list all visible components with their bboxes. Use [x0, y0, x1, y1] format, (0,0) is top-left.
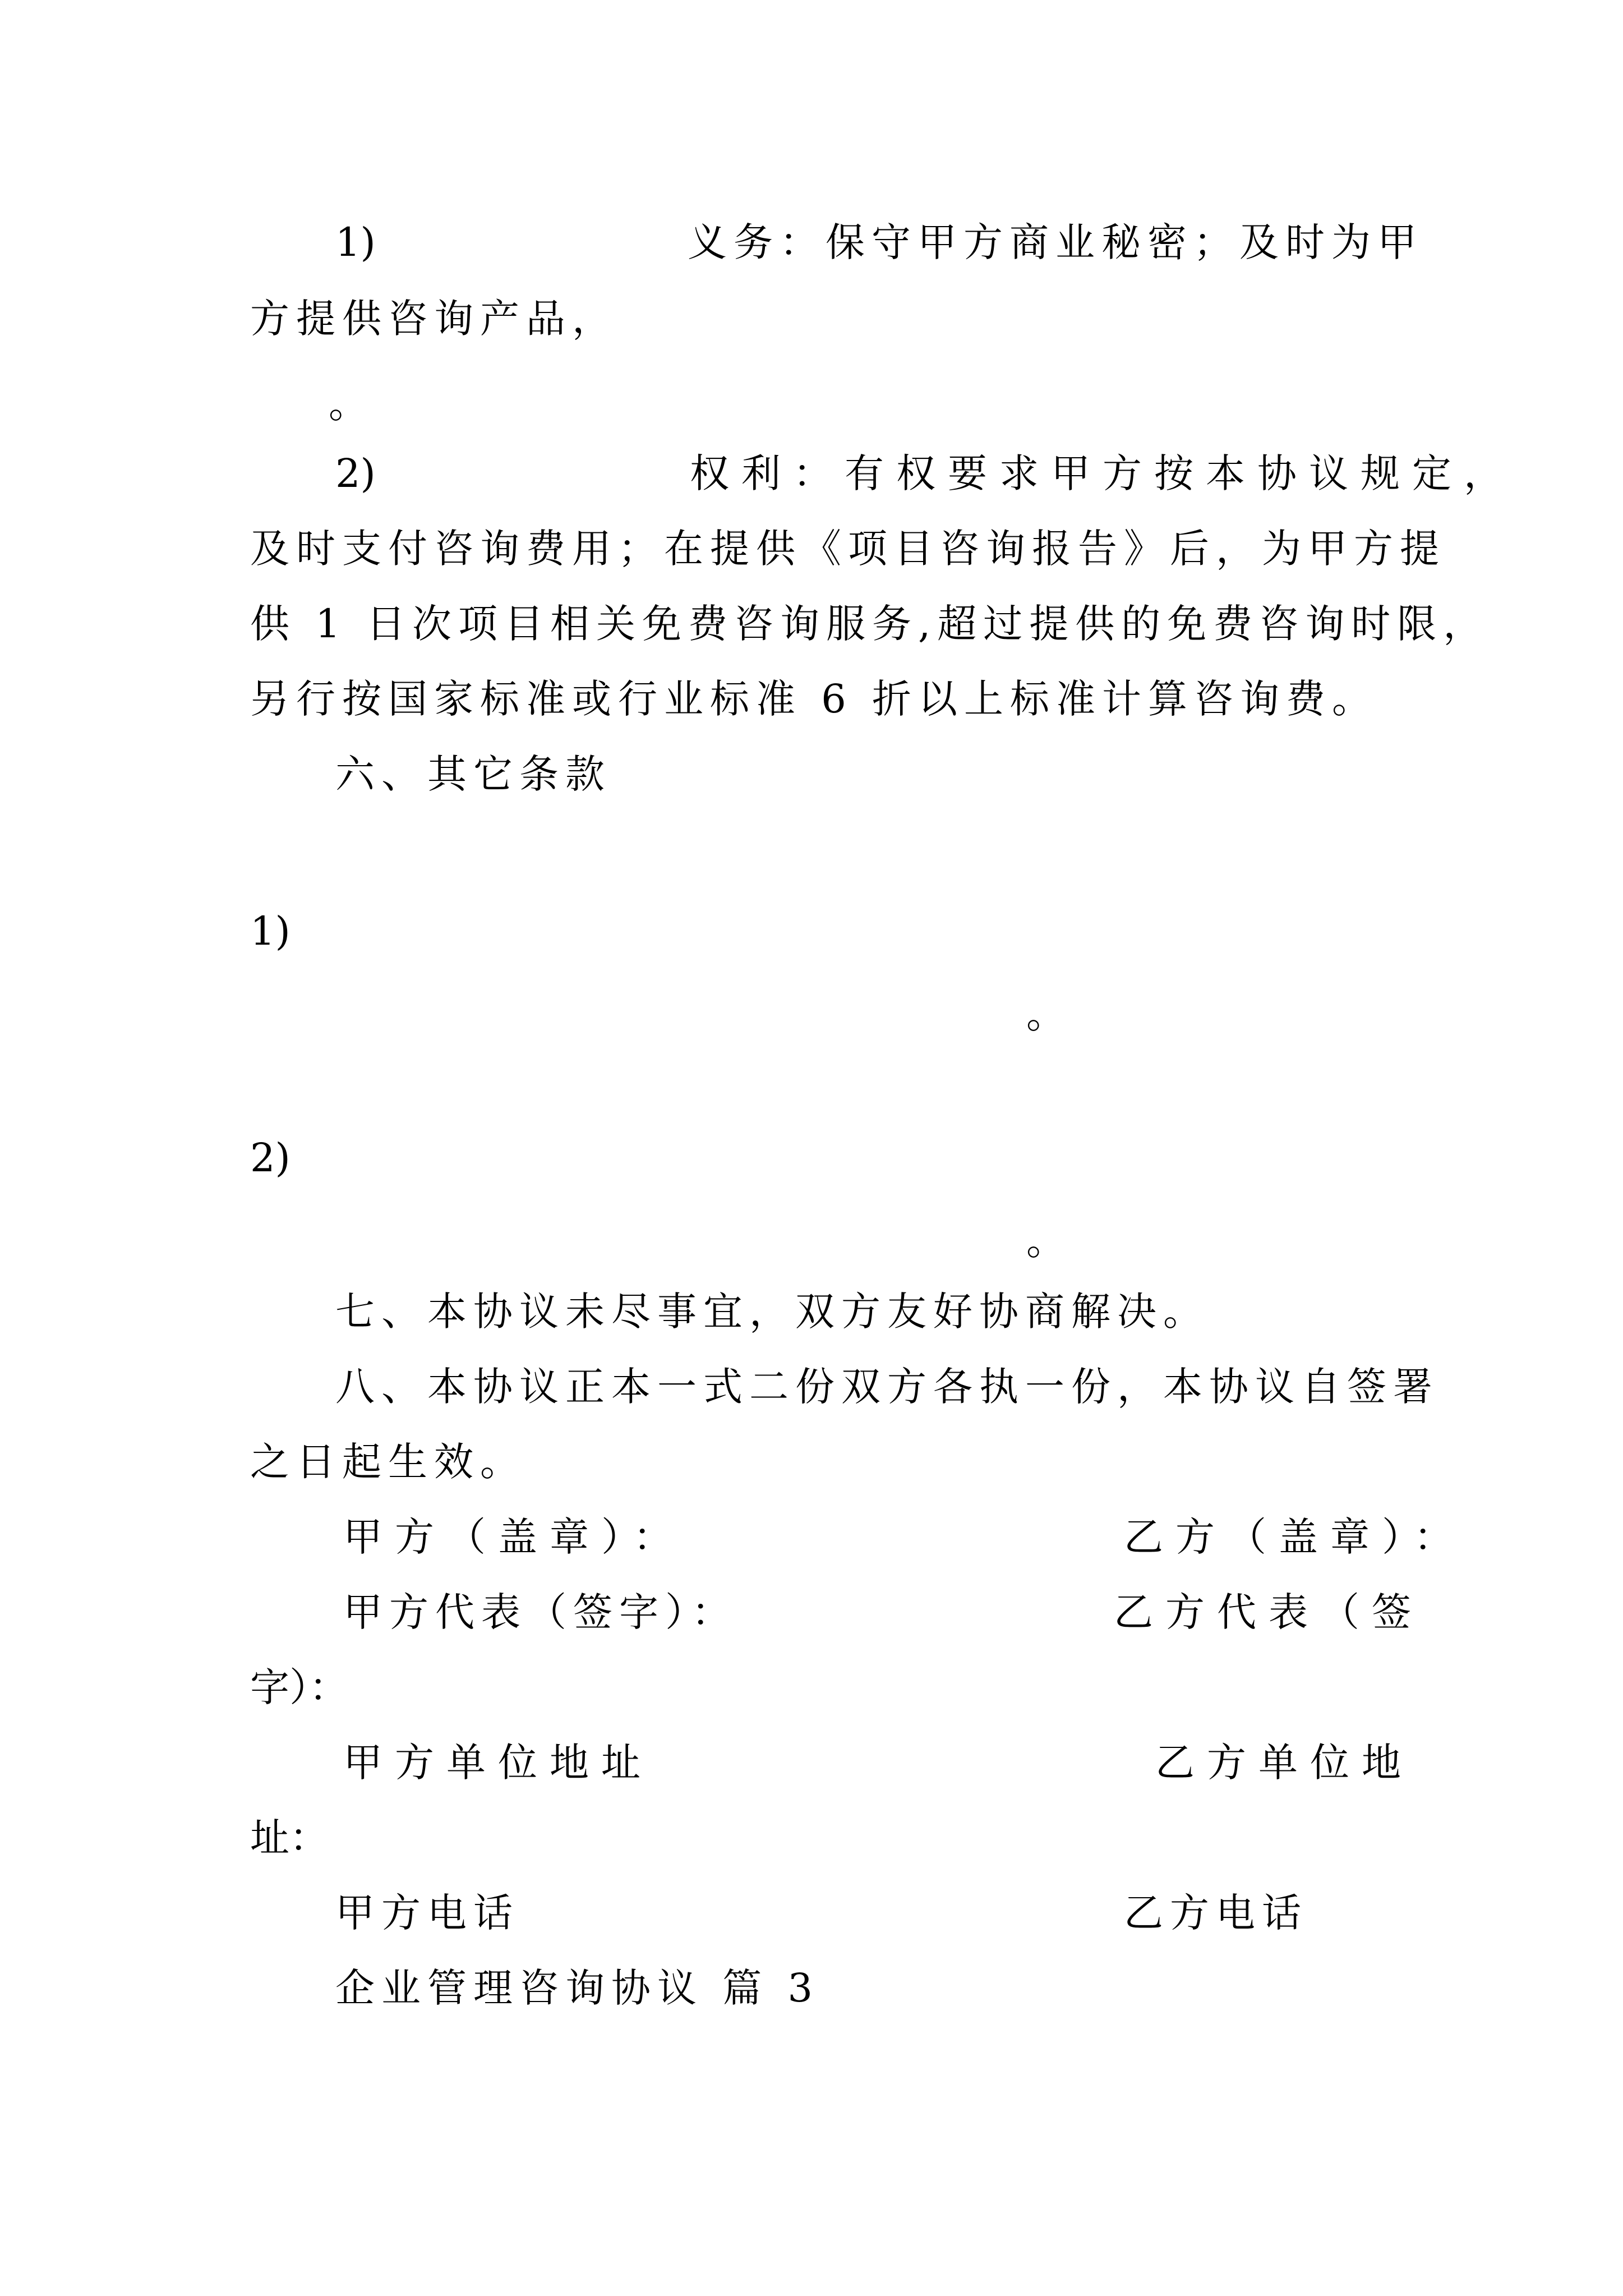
next-agreement-title: 企业管理咨询协议 篇 3	[335, 1965, 820, 2011]
item-number: 2)	[335, 450, 376, 496]
party-b-representative-label: 乙方代表（签	[1114, 1589, 1423, 1635]
paragraph-line: 。	[1026, 991, 1066, 1037]
party-b-phone-label: 乙方电话	[1124, 1890, 1308, 1936]
paragraph-line: 及时支付咨询费用；在提供《项目咨询报告》后，为甲方提	[250, 526, 1446, 572]
paragraph-line: 义务：保守甲方商业秘密；及时为甲	[688, 219, 1423, 265]
party-a-representative-label: 甲方代表（签字）：	[343, 1589, 737, 1635]
party-b-seal-label: 乙方（盖章）：	[1124, 1514, 1465, 1560]
paragraph-line: 之日起生效。	[250, 1439, 526, 1485]
paragraph-line: 。	[329, 381, 368, 427]
party-a-seal-label: 甲方（盖章）：	[343, 1514, 685, 1560]
section-heading: 六、其它条款	[335, 751, 611, 797]
party-b-address-label: 乙方单位地	[1155, 1740, 1413, 1786]
item-number: 1)	[250, 908, 291, 954]
paragraph-line: 另行按国家标准或行业标准 6 折以上标准计算咨询费。	[250, 676, 1378, 722]
party-b-address-label-cont: 址：	[250, 1815, 329, 1861]
item-number: 2)	[250, 1135, 291, 1181]
paragraph-line: 。	[1026, 1218, 1066, 1264]
section-heading: 七、本协议未尽事宜，双方友好协商解决。	[335, 1289, 1209, 1335]
party-a-address-label: 甲方单位地址	[343, 1740, 653, 1786]
paragraph-line: 方提供咨询产品，	[250, 296, 618, 342]
paragraph-line: 供 1 日次项目相关免费咨询服务,超过提供的免费咨询时限，	[250, 601, 1490, 647]
section-heading: 八、本协议正本一式二份双方各执一份，本协议自签署	[335, 1364, 1439, 1410]
paragraph-line: 权利：有权要求甲方按本协议规定，	[690, 450, 1515, 496]
item-number: 1)	[335, 219, 376, 265]
party-a-phone-label: 甲方电话	[335, 1890, 519, 1936]
party-b-representative-label-cont: 字）：	[250, 1664, 348, 1710]
